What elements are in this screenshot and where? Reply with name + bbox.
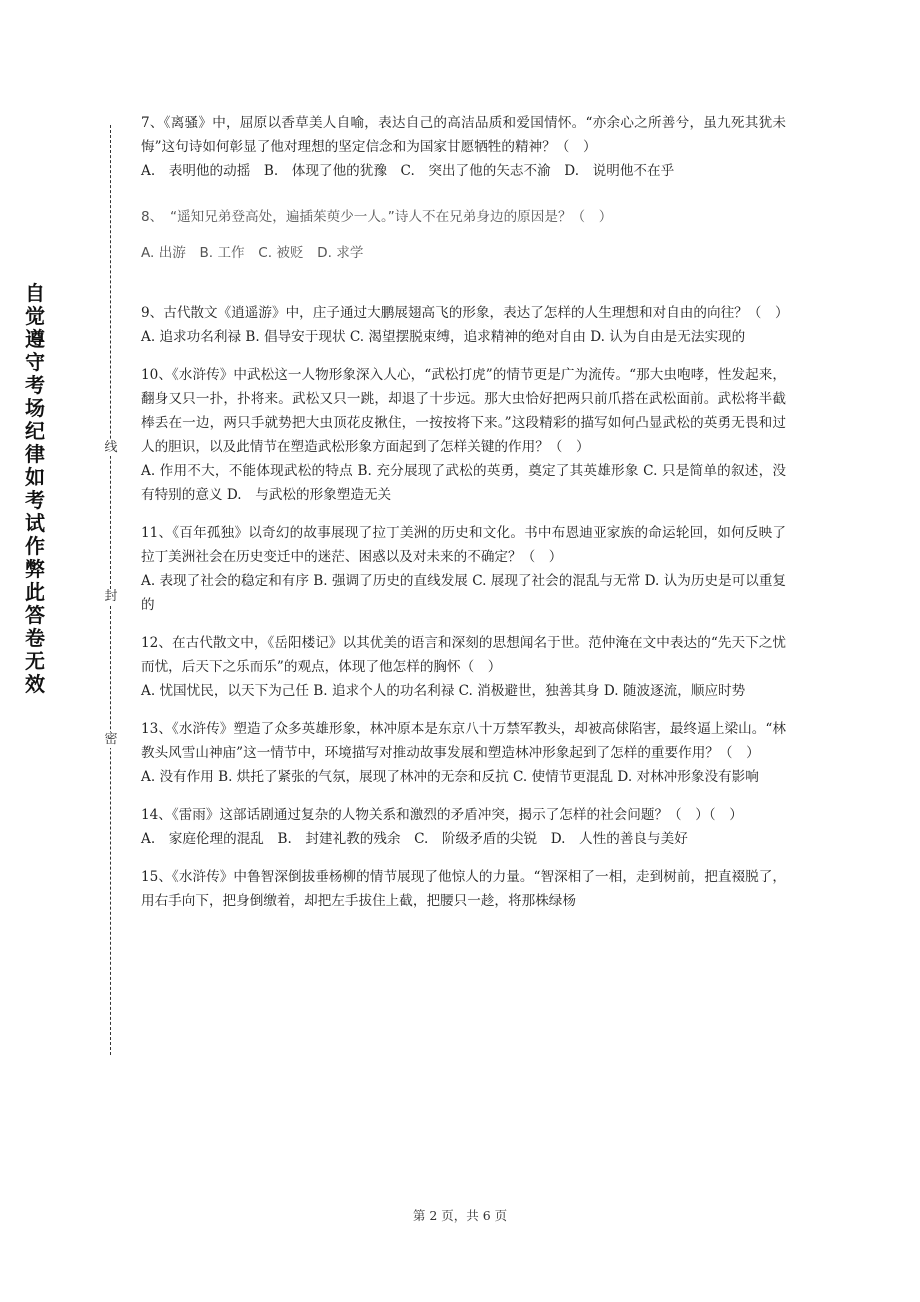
question-13 xyxy=(141,717,786,789)
question-10 xyxy=(141,363,786,507)
question-7 xyxy=(141,111,786,183)
question-options: A. 家庭伦理的混乱 B. 封建礼教的残余 C. 阶级矛盾的尖锐 D. 人性的善良与美好 xyxy=(141,831,688,847)
question-options: A. 出游 B. 工作 C. 被贬 D. 求学 xyxy=(141,245,364,261)
binding-mark-seal: 封 xyxy=(104,589,118,604)
question-11 xyxy=(141,521,786,617)
question-stem: 11、《百年孤独》以奇幻的故事展现了拉丁美洲的历史和文化。书中布恩迪亚家族的命运轮回，如何反映了拉丁美洲社会在历史变迁中的迷茫、困惑以及对未来的不确定？（ ） xyxy=(141,525,786,565)
question-8 xyxy=(141,205,786,265)
question-stem: 10、《水浒传》中武松这一人物形象深入人心，“武松打虎”的情节更是广为流传。“那大虫咆哮，性发起来，翻身又只一扑，扑将来。武松又只一跳，却退了十步远。那大虫恰好把两只前爪搭在武松面前。武松将半截棒丢在一边，两只手就势把大虫顶花皮揪住，一按按将下来。”这段精彩的描写如何凸显武松的英勇无畏和过人的胆识，以及此情节在塑造武松形象方面起到了怎样关键的作用？（ ） xyxy=(141,367,786,455)
question-options: A. 作用不大，不能体现武松的特点 B. 充分展现了武松的英勇，奠定了其英雄形象 C. 只是简单的叙述，没有特别的意义 D. 与武松的形象塑造无关 xyxy=(141,463,786,503)
question-options: A. 表明他的动摇 B. 体现了他的犹豫 C. 突出了他的矢志不渝 D. 说明他不在乎 xyxy=(141,163,675,179)
question-stem: 14、《雷雨》这部话剧通过复杂的人物关系和激烈的矛盾冲突，揭示了怎样的社会问题？（ ）（ ） xyxy=(141,807,743,823)
question-stem: 9、古代散文《逍遥游》中，庄子通过大鹏展翅高飞的形象，表达了怎样的人生理想和对自由的向往？（ ） xyxy=(141,305,789,321)
question-14 xyxy=(141,803,786,851)
binding-mark-secret: 密 xyxy=(104,732,118,747)
exam-discipline-notice: 自觉遵守考场纪律如考试作弊此答卷无效 xyxy=(25,281,45,696)
question-options: A. 没有作用 B. 烘托了紧张的气氛，展现了林冲的无奈和反抗 C. 使情节更混乱 D. 对林冲形象没有影响 xyxy=(141,769,759,785)
question-stem: 7、《离骚》中，屈原以香草美人自喻，表达自己的高洁品质和爱国情怀。“亦余心之所善兮，虽九死其犹未悔”这句诗如何彰显了他对理想的坚定信念和为国家甘愿牺牲的精神？（ ） xyxy=(141,115,786,155)
question-15 xyxy=(141,865,786,913)
question-stem: 12、在古代散文中，《岳阳楼记》以其优美的语言和深刻的思想闻名于世。范仲淹在文中表达的“先天下之忧而忧，后天下之乐而乐”的观点，体现了他怎样的胸怀（ ） xyxy=(141,635,786,675)
binding-mark-line: 线 xyxy=(104,440,118,455)
question-12 xyxy=(141,631,786,703)
question-options: A. 表现了社会的稳定和有序 B. 强调了历史的直线发展 C. 展现了社会的混乱与无常 D. 认为历史是可以重复的 xyxy=(141,573,787,613)
question-list xyxy=(141,111,789,913)
page-number: 第 2 页，共 6 页 xyxy=(412,1208,508,1223)
question-9 xyxy=(141,301,789,349)
question-options: A. 追求功名利禄 B. 倡导安于现状 C. 渴望摆脱束缚，追求精神的绝对自由 D. 认为自由是无法实现的 xyxy=(141,329,746,345)
question-stem: 13、《水浒传》塑造了众多英雄形象，林冲原本是东京八十万禁军教头，却被高俅陷害，最终逼上梁山。“林教头风雪山神庙”这一情节中，环境描写对推动故事发展和塑造林冲形象起到了怎样的重要作用？（ ） xyxy=(141,721,786,761)
question-stem: 15、《水浒传》中鲁智深倒拔垂杨柳的情节展现了他惊人的力量。“智深相了一相，走到树前，把直裰脱了，用右手向下，把身倒缴着，却把左手拔住上截，把腰只一趁，将那株绿杨 xyxy=(141,869,786,909)
question-options: A. 忧国忧民，以天下为己任 B. 追求个人的功名利禄 C. 消极避世，独善其身 D. 随波逐流，顺应时势 xyxy=(141,683,746,699)
question-stem: 8、 “遥知兄弟登高处，遍插茱萸少一人。”诗人不在兄弟身边的原因是？（ ） xyxy=(141,209,613,225)
